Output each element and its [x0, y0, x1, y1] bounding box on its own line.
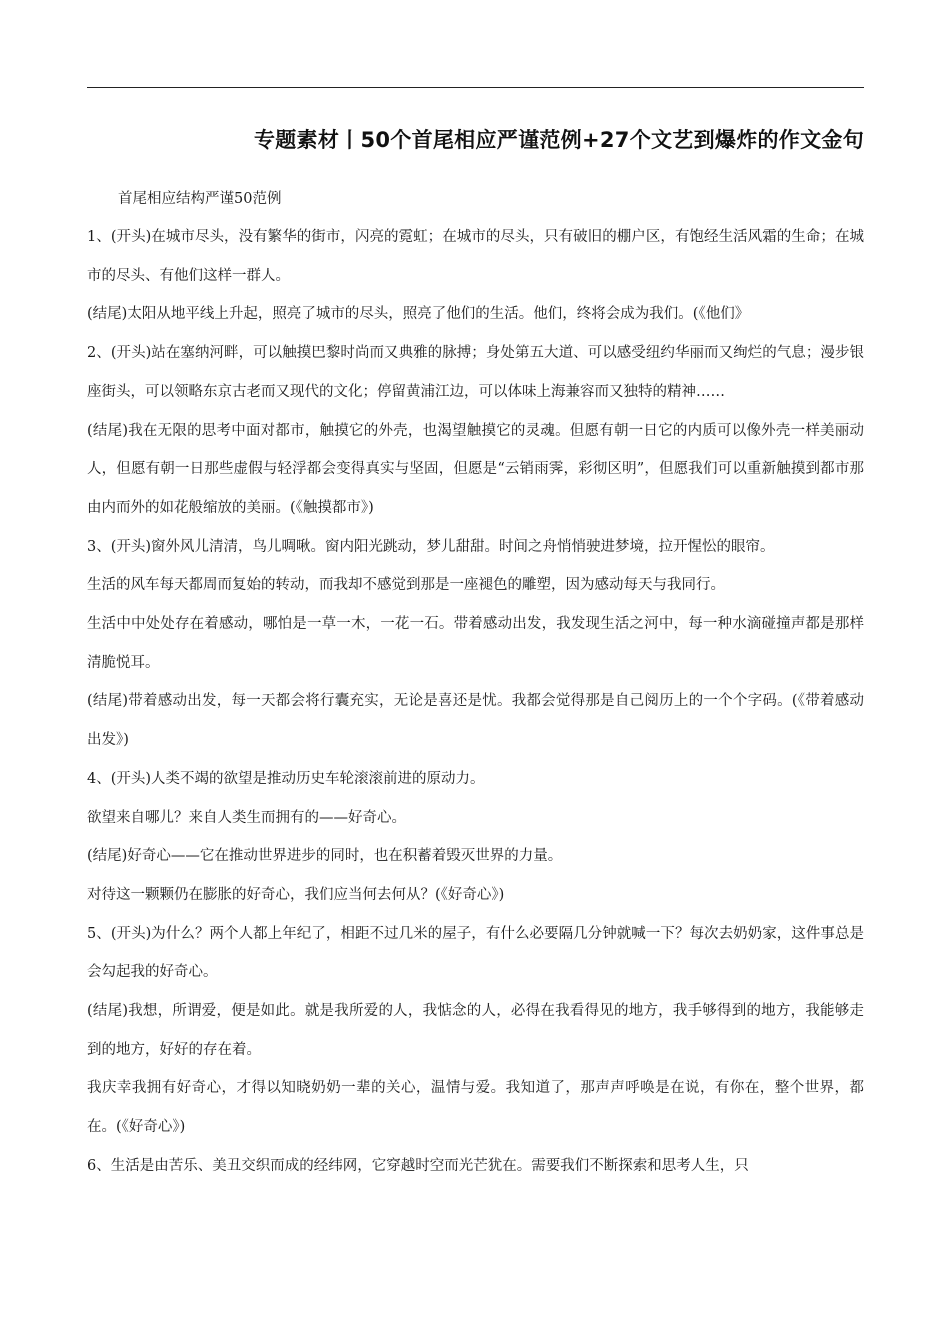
paragraph: 1、(开头)在城市尽头，没有繁华的街市，闪亮的霓虹；在城市的尽头，只有破旧的棚户区，有饱经生活风霜的生命；在城市的尽头、有他们这样一群人。 — [87, 229, 864, 284]
paragraph: (结尾)我在无限的思考中面对都市，触摸它的外壳，也渴望触摸它的灵魂。但愿有朝一日它的内质可以像外壳一样美丽动人，但愿有朝一日那些虚假与轻浮都会变得真实与坚固，但愿是“云销雨霁，彩彻区明”，但愿我们可以重新触摸到都市那由内而外的如花般缩放的美丽。(《触摸都市》) — [87, 422, 864, 516]
paragraph: 2、(开头)站在塞纳河畔，可以触摸巴黎时尚而又典雅的脉搏；身处第五大道、可以感受纽约华丽而又绚烂的气息；漫步银座街头，可以领略东京古老而又现代的文化；停留黄浦江边，可以体味上海兼容而又独特的精神…… — [87, 345, 864, 400]
document-title: 专题素材丨50个首尾相应严谨范例+27个文艺到爆炸的作文金句 — [253, 128, 864, 152]
paragraph: (结尾)带着感动出发，每一天都会将行囊充实，无论是喜还是忧。我都会觉得那是自己阅历上的一个个字码。(《带着感动出发》) — [87, 693, 864, 749]
paragraph: (结尾)好奇心——它在推动世界进步的同时，也在积蓄着毁灭世界的力量。 — [87, 848, 563, 865]
paragraph: 3、(开头)窗外风儿清清，鸟儿啁啾。窗内阳光跳动，梦儿甜甜。时间之舟悄悄驶进梦境，拉开惺忪的眼帘。 — [87, 538, 775, 555]
document-body — [87, 180, 864, 1186]
paragraph: 欲望来自哪儿？来自人类生而拥有的——好奇心。 — [87, 809, 406, 826]
paragraph: 6、生活是由苦乐、美丑交织而成的经纬网，它穿越时空而光芒犹在。需要我们不断探索和思考人生，只 — [87, 1157, 749, 1174]
header-rule — [87, 87, 864, 88]
paragraph: 5、(开头)为什么？两个人都上年纪了，相距不过几米的屋子，有什么必要隔几分钟就喊一下？每次去奶奶家，这件事总是会勾起我的好奇心。 — [87, 925, 864, 981]
paragraph: 生活的风车每天都周而复始的转动，而我却不感觉到那是一座褪色的雕塑，因为感动每天与我同行。 — [87, 577, 725, 594]
paragraph: 我庆幸我拥有好奇心，才得以知晓奶奶一辈的关心，温情与爱。我知道了，那声声呼唤是在说，有你在，整个世界，都在。(《好奇心》) — [87, 1080, 864, 1136]
paragraph: 生活中中处处存在着感动，哪怕是一草一木，一花一石。带着感动出发，我发现生活之河中，每一种水滴碰撞声都是那样清脆悦耳。 — [87, 616, 864, 671]
paragraph: 对待这一颗颗仍在膨胀的好奇心，我们应当何去何从？(《好奇心》) — [87, 886, 505, 903]
section-subtitle: 首尾相应结构严谨50范例 — [118, 191, 282, 207]
paragraph: 4、(开头)人类不竭的欲望是推动历史车轮滚滚前进的原动力。 — [87, 770, 485, 787]
paragraph: (结尾)太阳从地平线上升起，照亮了城市的尽头，照亮了他们的生活。他们，终将会成为我们。(《他们》 — [87, 306, 750, 323]
paragraph: (结尾)我想，所谓爱，便是如此。就是我所爱的人，我惦念的人，必得在我看得见的地方，我手够得到的地方，我能够走到的地方，好好的存在着。 — [87, 1003, 864, 1058]
